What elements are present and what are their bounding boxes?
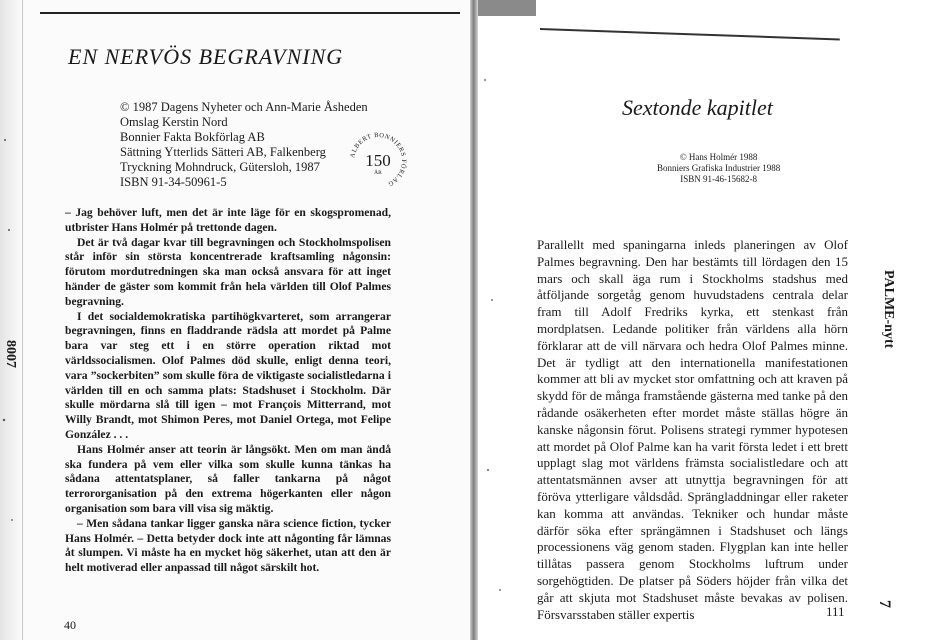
margin-label: PALME-nytt — [881, 270, 896, 349]
colophon-line: Sättning Ytterlids Sätteri AB, Falkenberg — [120, 145, 326, 159]
paragraph: – Men sådana tankar ligger ganska nära science fiction, tycker Hans Holmér. – Detta betyder dock inte att någonting får lämnas åt slumpen. Vi måste ha en mycket hög säkerhet, utan att den är helt motiverad eller anpassad till något särskilt hot. — [65, 516, 391, 575]
colophon-line: ISBN 91-46-15682-8 — [680, 174, 757, 184]
paragraph: Hans Holmér anser att teorin är långsökt. Men om man ändå ska fundera på vem eller vilka som skulle kunna tänkas ha sådana attentatsplaner, så faller tankarna på något terrororganisation på den extrema högerkanten eller någon organisation som bara vill visa sig mäktig. — [65, 442, 391, 515]
left-body-text — [65, 206, 391, 576]
colophon-line: © Hans Holmér 1988 — [679, 152, 758, 162]
colophon — [120, 100, 368, 190]
page-number-right: 111 — [826, 604, 845, 619]
seal-ring-text: ALBERT BONNIERS FÖRLAG — [349, 131, 408, 188]
seal-number: 150 — [365, 151, 391, 170]
publisher-seal — [345, 128, 411, 194]
colophon-line: © 1987 Dagens Nyheter och Ann-Marie Åsheden — [120, 100, 368, 114]
side-code: 8007 — [3, 340, 18, 368]
colophon-line: Omslag Kerstin Nord — [120, 115, 228, 129]
paragraph: I det socialdemokratiska partihögkvarteret, som arrangerar begravningen, finns en fladdrande rädsla att mordet på Palme bara var steg ett i en större operation riktad mot världssocialismen. Olof Palmes död skulle, enligt denna teori, vara ”sockerbiten” som skulle föra de viktigaste socialistledarna i världen till en och samma plats: Stadshuset i Stockholm. Där skulle mördarna slå till igen – mot François Mitterrand, mot Willy Brandt, mot Shimon Peres, mot Daniel Ortega, mot Felipe González . . . — [65, 309, 391, 441]
right-colophon — [657, 152, 780, 185]
colophon-line: Bonniers Grafiska Industrier 1988 — [657, 163, 781, 173]
page-edge-shadow — [0, 0, 23, 640]
colophon-line: Bonnier Fakta Bokförlag AB — [120, 130, 265, 144]
paragraph: Det är två dagar kvar till begravningen och Stockholmspolisen står inför sin största koncentrerade kraftsamling någonsin: förutom mordutredningen ska man också ansvara för att inget händer de gäster som kommit från hela världen till Olof Palmes begravning. — [65, 235, 391, 308]
colophon-line: Tryckning Mohndruck, Gütersloh, 1987 — [120, 160, 320, 174]
colophon-line: ISBN 91-34-50961-5 — [120, 175, 227, 189]
paragraph: Parallellt med spaningarna inleds planeringen av Olof Palmes begravning. Den har bestämts till lördagen den 15 mars och skall äga rum i Stockholms stadshus med åtföljande sorgetåg genom huvudstadens centrala delar fram till Adolf Fredriks kyrka, ett stenkast från mordplatsen. Ledande politiker från världens alla hörn förklarar att de vill närvara och hedra Olof Palmes minne. Det är tydligt att den internationella manifestationen kommer att bli av mycket stor omfattning och att kraven på skydd för de många framstående gästerna med tanke på den rådande osäkerheten efter mordet måste ställas högre än kanske någonsin förut. Polisens strategi rymmer hypotesen att mordet på Olof Palme kan ha varit första ledet i ett brett upplagt slag mot världens främsta socialistledare och att attentatsmännen avser att utnyttja begravningen för att föröva ytterligare våldsdåd. Sprängladdningar eller raketer kan komma att användas. Tekniker och hundar måste därför söka efter sprängämnen i Stadshuset och längs processionens väg genom staden. Flygplan kan inte heller tillåtas passera genom Stockholms luftrum under sorgehögtiden. De platser på Söders höjder från vilka det går att skjuta mot Stadshuset måste bevakas av polisen. Försvarsstaben ställer expertis — [537, 237, 848, 622]
page-number-left: 40 — [64, 618, 76, 632]
book-title: EN NERVÖS BEGRAVNING — [68, 44, 344, 69]
paragraph: – Jag behöver luft, men det är inte läge för en skogspromenad, utbrister Hans Holmér på trettonde dagen. — [65, 206, 391, 234]
seal-small-text: ÅR — [374, 170, 382, 176]
margin-number: 7 — [876, 600, 893, 608]
book-gutter — [470, 0, 478, 640]
top-rule — [40, 12, 460, 14]
right-body-text — [537, 237, 848, 623]
chapter-title: Sextonde kapitlet — [622, 95, 773, 120]
